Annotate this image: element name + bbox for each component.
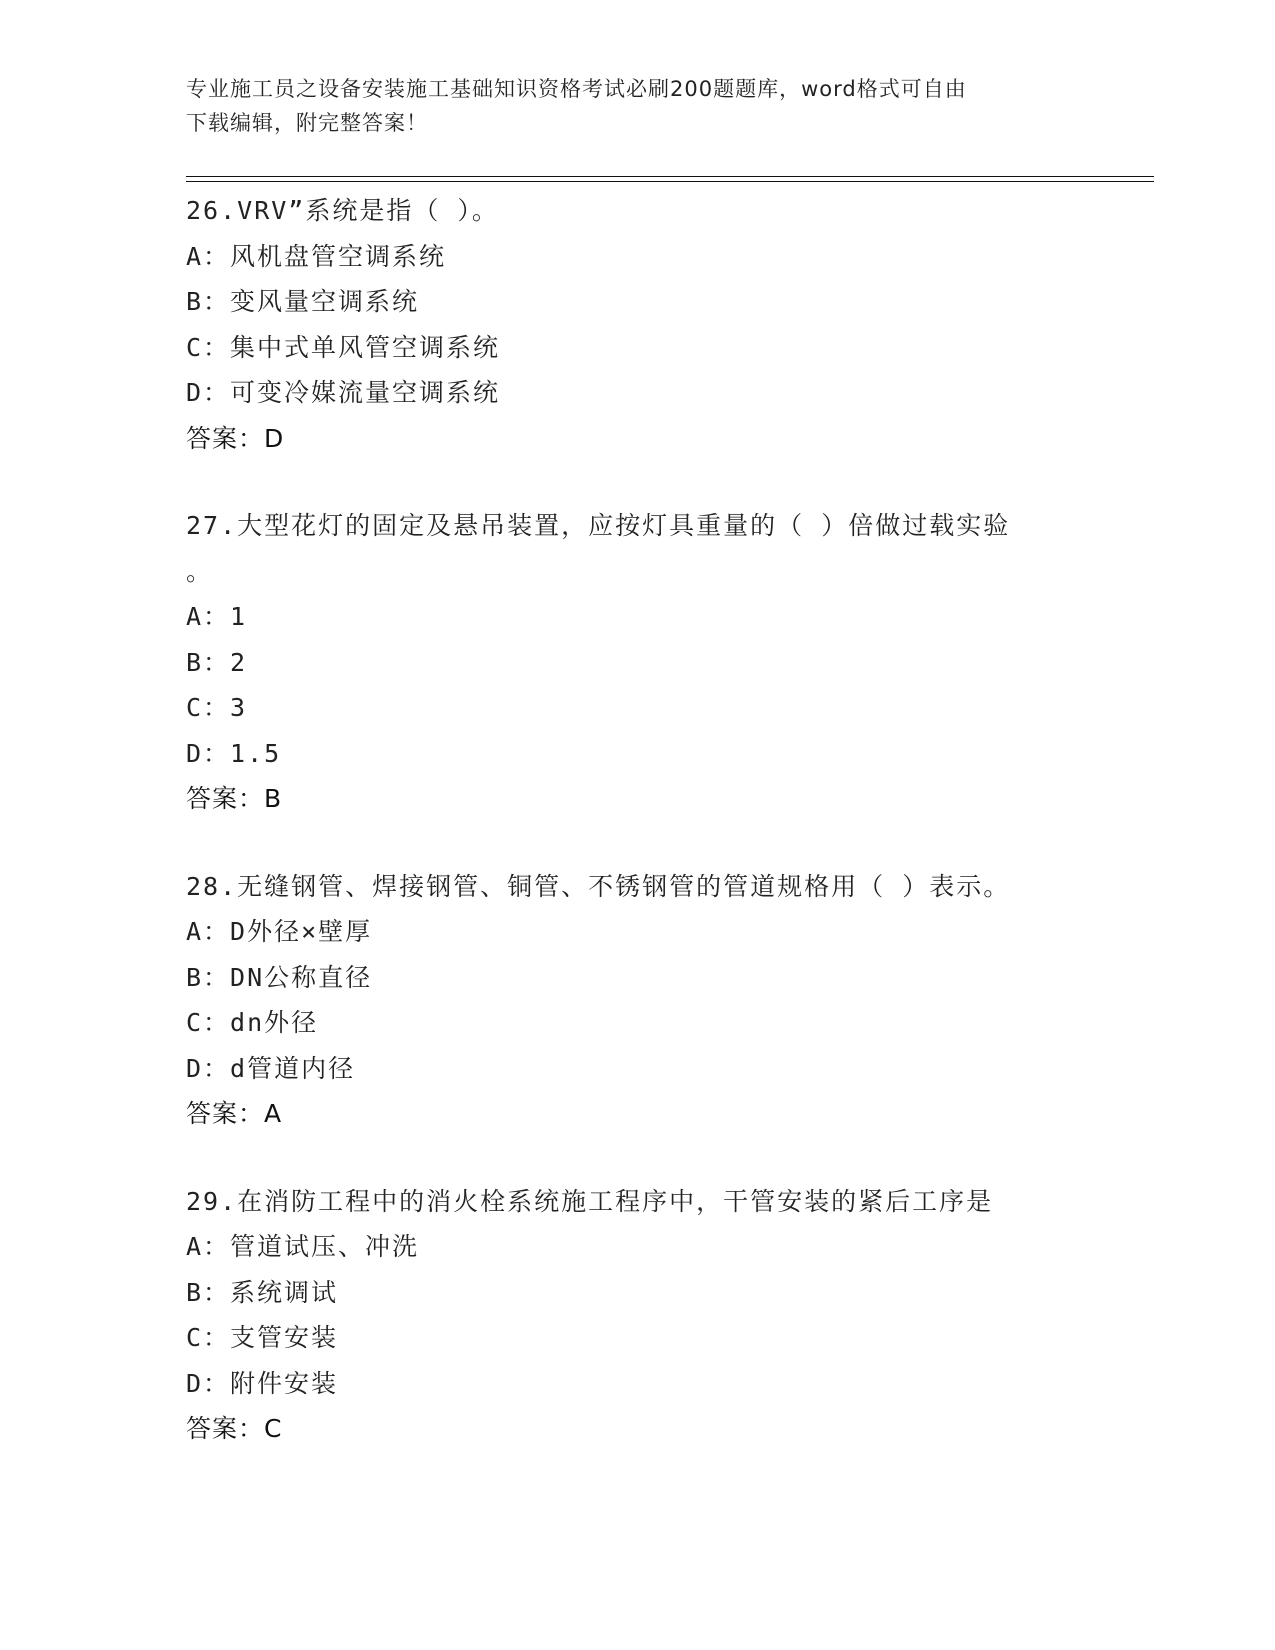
option-b: B：DN公称直径: [186, 962, 373, 992]
option-c: C：dn外径: [186, 1008, 319, 1037]
answer-label: 答案：A: [186, 1099, 283, 1128]
question-stem: 26.VRV”系统是指（ ）。: [186, 196, 499, 225]
question-list: [186, 188, 1086, 1494]
option-d: D：d管道内径: [186, 1053, 356, 1083]
question-stem: 27.大型花灯的固定及悬吊装置，应按灯具重量的（ ）倍做过载实验: [186, 511, 1011, 540]
question-29: [186, 1179, 1086, 1452]
header-divider-top: [186, 176, 1154, 177]
option-a: A：风机盘管空调系统: [186, 241, 447, 271]
question-stem-continuation: 。: [186, 556, 214, 586]
answer-label: 答案：C: [186, 1414, 283, 1443]
option-d: D：附件安装: [186, 1368, 339, 1398]
option-a: A：管道试压、冲洗: [186, 1232, 420, 1261]
question-26: [186, 188, 1086, 461]
option-c: C：集中式单风管空调系统: [186, 332, 501, 362]
option-d: D：可变冷媒流量空调系统: [186, 378, 501, 407]
header-line-2: 下载编辑，附完整答案！: [186, 111, 428, 135]
option-c: C：支管安装: [186, 1323, 339, 1352]
option-d: D：1.5: [186, 738, 282, 768]
question-stem: 29.在消防工程中的消火栓系统施工程序中，干管安装的紧后工序是: [186, 1186, 994, 1216]
option-b: B：系统调试: [186, 1277, 339, 1307]
option-c: C：3: [186, 693, 248, 722]
option-a: A：1: [186, 602, 248, 631]
question-stem: 28.无缝钢管、焊接钢管、铜管、不锈钢管的管道规格用（ ）表示。: [186, 871, 1011, 901]
option-b: B：变风量空调系统: [186, 287, 420, 316]
option-b: B：2: [186, 647, 248, 677]
answer-label: 答案：B: [186, 784, 283, 813]
question-28: [186, 864, 1086, 1137]
answer-label: 答案：D: [186, 423, 285, 453]
document-header: [186, 72, 1066, 140]
question-27: [186, 503, 1086, 822]
header-divider-bottom: [186, 181, 1154, 182]
header-line-1: 专业施工员之设备安装施工基础知识资格考试必刷200题题库，word格式可自由: [186, 77, 967, 101]
option-a: A：D外径×壁厚: [186, 917, 373, 946]
